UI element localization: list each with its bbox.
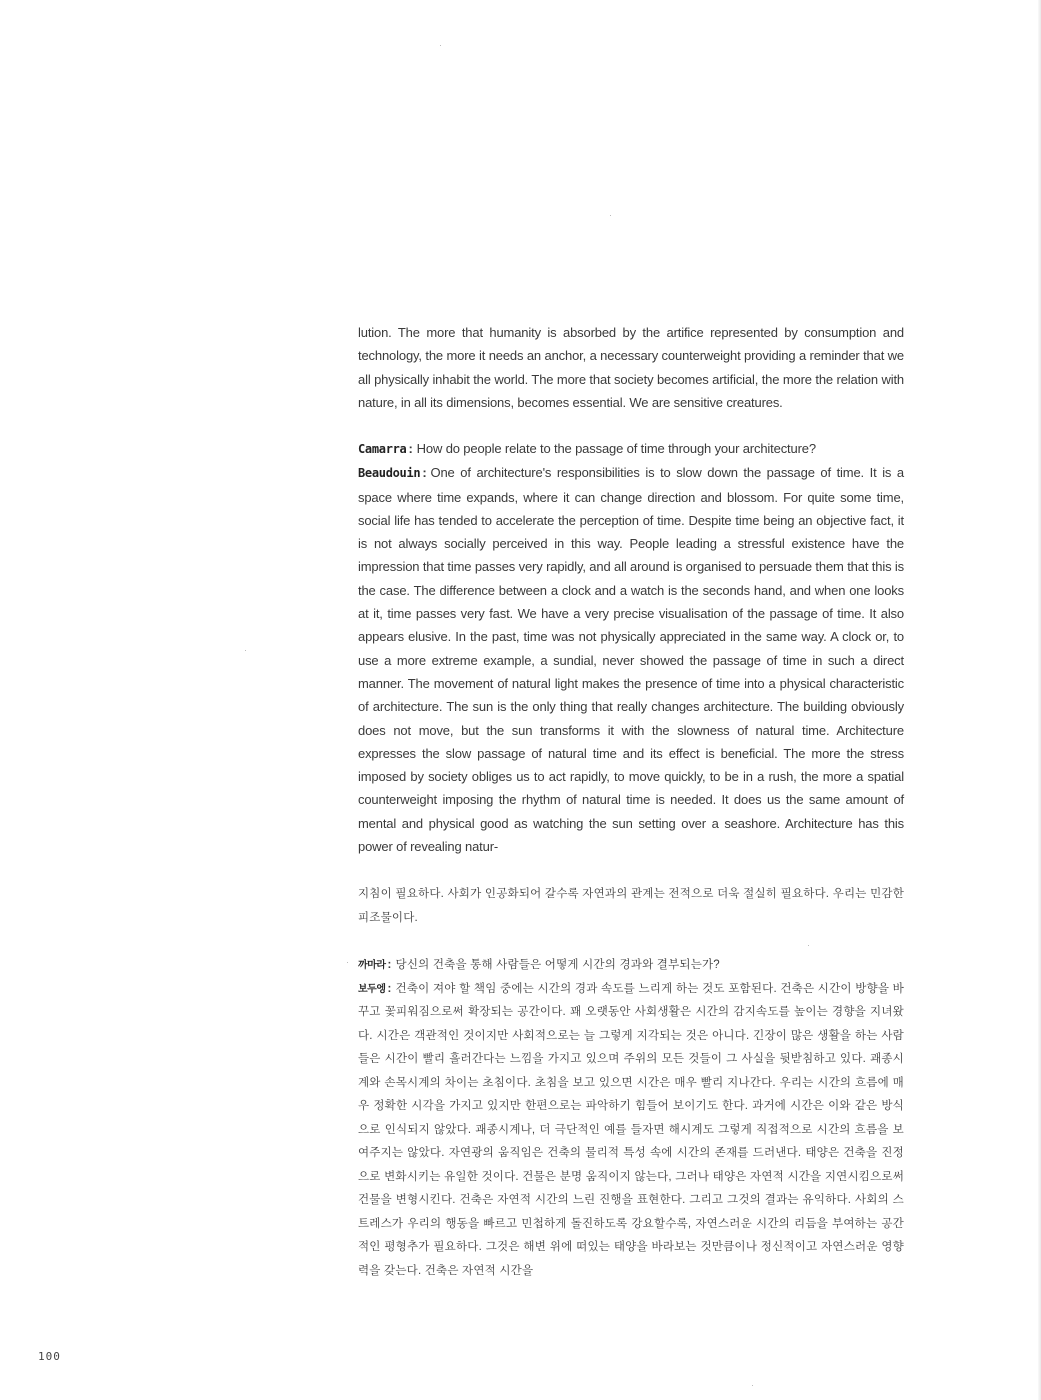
paper-speck [245, 650, 246, 651]
korean-question-text: 당신의 건축을 통해 사람들은 어떻게 시간의 경과와 결부되는가? [395, 959, 720, 971]
speaker-beaudouin: Beaudouin [358, 466, 421, 481]
speaker-camarra-korean: 까마라 [358, 960, 386, 971]
paper-speck [752, 1385, 753, 1386]
korean-answer-text: 건축이 져야 할 책임 중에는 시간의 경과 속도를 느리게 하는 것도 포함된다. 건축은 시간이 방향을 바꾸고 꽃피워짐으로써 확장되는 공간이다. 꽤 오랫동안 사회생활은 시간의 감지속도를 높이는 경향을 지녀왔다. 시간은 객관적인 것이지만 사회적으로는 늘 그렇게 지각되는 것은 아니다. 긴장이 많은 생활을 하는 사람들은 시간이 빨리 흘러간다는 느낌을 가지고 있으며 주위의 모든 것들이 그 사실을 뒷받침하고 있다. 괘종시계와 손목시계의 차이는 초침이다. 초침을 보고 있으면 시간은 매우 빨리 지나간다. 우리는 시간의 흐름에 매우 정확한 시각을 가지고 있지만 한편으로는 파악하기 힘들어 보이기도 한다. 과거에 시간은 이와 같은 방식으로 인식되지 않았다. 괘종시계나, 더 극단적인 예를 들자면 해시계도 그렇게 직접적으로 시간의 흐름을 보여주지는 않았다. 자연광의 움직임은 건축의 물리적 특성 속에 시간의 존재를 드러낸다. 태양은 건축을 진정으로 변화시키는 유일한 것이다. 건물은 분명 움직이지 않는다, 그러나 태양은 자연적 시간을 지연시킴으로써 건물을 변형시킨다. 건축은 자연적 시간의 느린 진행을 표현한다. 그리고 그것의 결과는 유익하다. 사회의 스트레스가 우리의 행동을 빠르고 민첩하게 돌진하도록 강요할수록, 자연스러운 시간의 리듬을 부여하는 공간적인 평형추가 필요하다. 그것은 해변 위에 떠있는 태양을 바라보는 것만큼이나 정신적이고 자연스러운 영향력을 갖는다. 건축은 자연적 시간을 [358, 982, 904, 1277]
english-intro-text: lution. The more that humanity is absorbed by the artifice represented by consumption and technology, the more it needs an anchor, a necessary counterweight providing a reminder that we all physically inhabit the world. The more that society becomes artificial, the more the relation with nature, in all its dimensions, becomes essential. We are sensitive creatures. [358, 325, 904, 410]
speaker-colon: : [387, 959, 392, 971]
speaker-camarra: Camarra [358, 442, 407, 456]
english-interview [358, 437, 904, 858]
paper-speck [440, 45, 441, 46]
speaker-colon: : [408, 441, 413, 456]
english-answer-text: One of architecture's responsibilities is to slow down the passage of time. It is a space where time expands, where it can change direction and blossom. For quite some time, social life has tended to accelerate the perception of time. Despite time being an objective fact, it is not always socially perceived in this way. People leading a stressful existence have the impression that time passes very rapidly, and all around is organised to persuade them that this is the case. The difference between a clock and a watch is the seconds hand, and when one looks at it, time passes very fast. We have a very precise visualisation of the passage of time. It also appears elusive. In the past, time was not physically appreciated in the same way. A clock or, to use a more extreme example, a sundial, never showed the passage of time in such a direct manner. The movement of natural light makes the presence of time into a physical characteristic of architecture. The sun is the only thing that really changes architecture. The building obviously does not move, but the sun transforms it with the slowness of natural time. Architecture expresses the slow passage of natural time and its effect is beneficial. The more the stress imposed by society obliges us to act rapidly, to move quickly, to be in a rush, the more a spatial counterweight imposing the rhythm of natural time is needed. It does us the same amount of mental and physical good as watching the sun setting over a seashore. Architecture has this power of revealing natur- [358, 465, 904, 855]
english-question-text: How do people relate to the passage of time through your architecture? [416, 441, 816, 456]
paper-speck [347, 962, 348, 963]
speaker-beaudouin-korean: 보두엥 [358, 983, 386, 995]
english-question [358, 437, 904, 461]
korean-answer [358, 978, 904, 1284]
korean-interview [358, 954, 904, 1283]
paper-speck [610, 215, 611, 216]
english-answer [358, 461, 904, 858]
speaker-colon: : [422, 465, 427, 481]
korean-intro-paragraph [358, 883, 904, 930]
speaker-colon: : [387, 982, 392, 995]
paper-speck [808, 945, 809, 946]
korean-question [358, 954, 904, 978]
english-intro-paragraph [358, 321, 904, 414]
page-number: 100 [38, 1350, 61, 1363]
korean-intro-text: 지침이 필요하다. 사회가 인공화되어 갈수록 자연과의 관계는 전적으로 더욱 절실히 필요하다. 우리는 민감한 피조물이다. [358, 888, 904, 924]
